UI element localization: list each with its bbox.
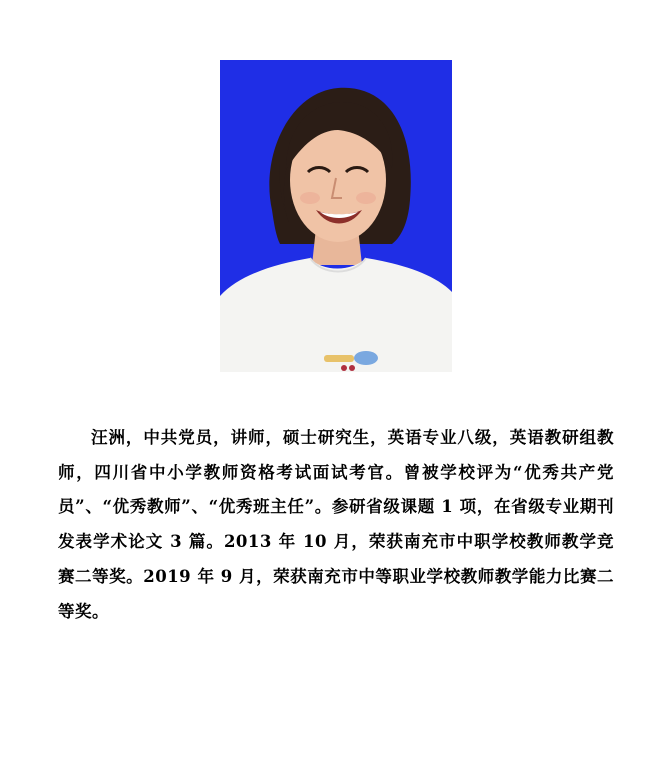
portrait-photo bbox=[220, 60, 452, 372]
bio-text: 汪洲，中共党员，讲师，硕士研究生，英语专业八级，英语教研组教师，四川省中小学教师资格考试面试考官。曾被学校评为“优秀共产党员”、“优秀教师”、“优秀班主任”。参研省级课题 1 项，在省级专业期刊发表学术论文 3 篇。2013 年 10 月，荣获南充市中职学校教师教学竞赛二等奖。2019 年 9 月，荣获南充市中等职业学校教师教学能力比赛二等奖。 bbox=[58, 428, 614, 621]
